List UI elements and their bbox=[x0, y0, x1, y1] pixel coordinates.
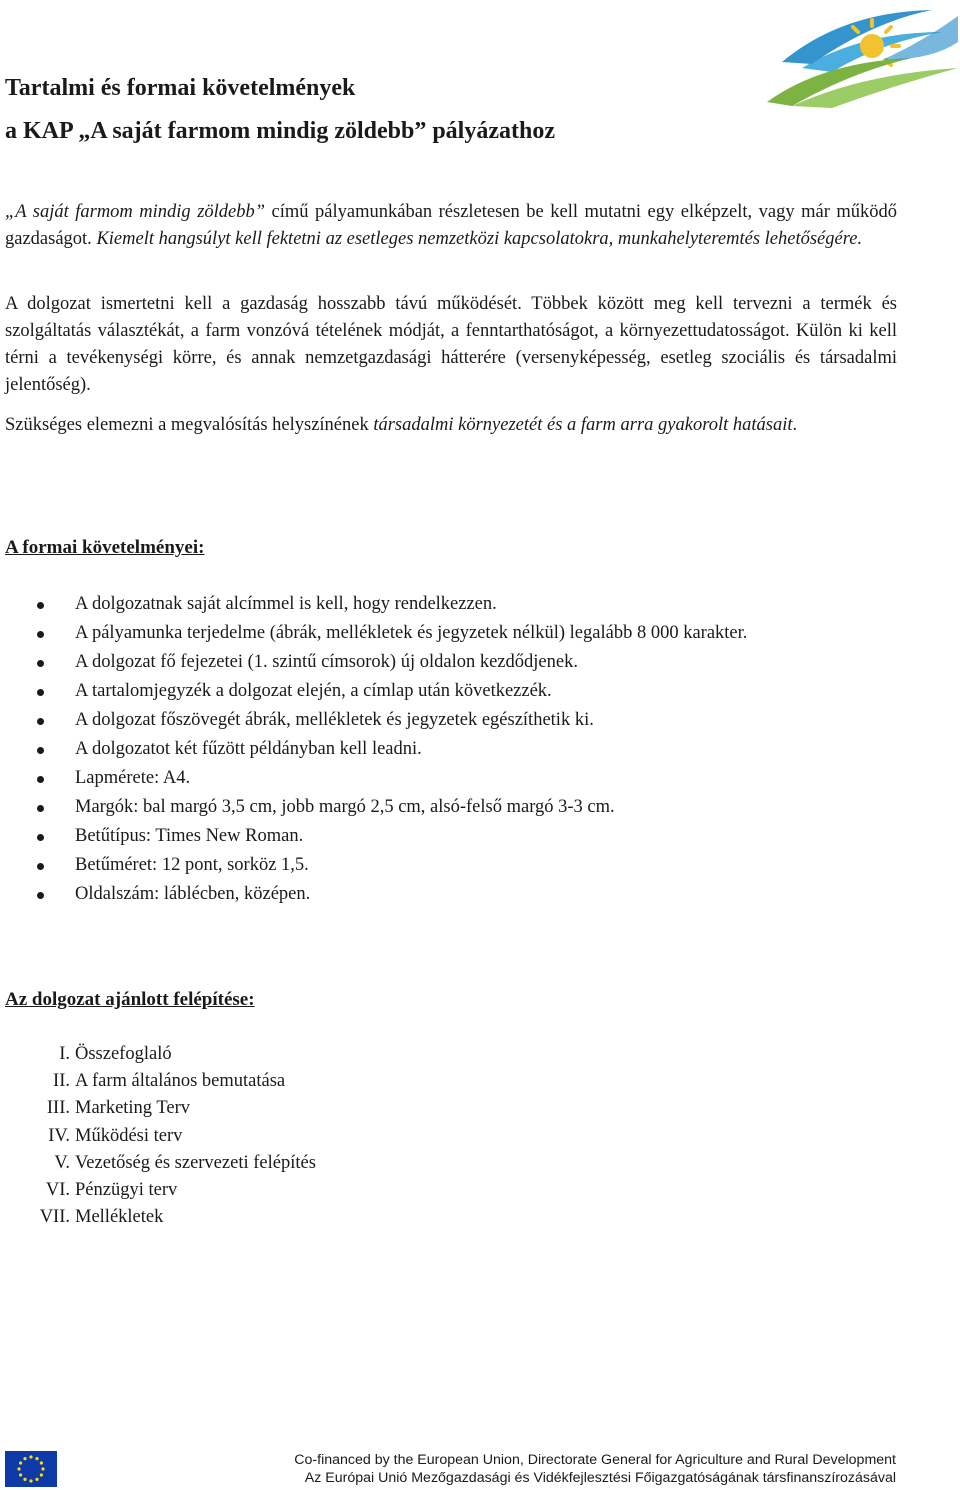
list-item-text: Vezetőség és szervezeti felépítés bbox=[75, 1152, 316, 1173]
intro-emphasis-3: társadalmi környezetét és a farm arra gyakorolt hatásait bbox=[373, 415, 793, 435]
bullet-icon bbox=[37, 776, 44, 783]
list-item-text: Betűméret: 12 pont, sorköz 1,5. bbox=[75, 855, 309, 875]
list-item-text: Működési terv bbox=[75, 1125, 183, 1146]
list-item bbox=[0, 851, 900, 880]
list-item bbox=[0, 1123, 600, 1150]
competition-name: „A saját farmom mindig zöldebb” bbox=[5, 202, 266, 222]
list-item bbox=[0, 677, 900, 706]
list-item bbox=[0, 1204, 600, 1231]
formal-requirements-list bbox=[0, 590, 900, 909]
list-item-text: Pénzügyi terv bbox=[75, 1180, 178, 1201]
list-item bbox=[0, 1068, 600, 1095]
list-item-text: Marketing Terv bbox=[75, 1098, 190, 1119]
intro-text-3-end: . bbox=[792, 415, 798, 435]
footer-line-hungarian: Az Európai Unió Mezőgazdasági és Vidékfejlesztési Főigazgatóságának társfinanszírozásával bbox=[304, 1470, 896, 1486]
list-item-text: A dolgozat fő fejezetei (1. szintű címsorok) új oldalon kezdődjenek. bbox=[75, 652, 578, 672]
formal-requirements-heading: A formai követelményei: bbox=[5, 537, 205, 558]
list-item bbox=[0, 590, 900, 619]
bullet-icon bbox=[37, 805, 44, 812]
list-number: VI. bbox=[45, 1180, 70, 1201]
list-item bbox=[0, 793, 900, 822]
list-number: VII. bbox=[39, 1207, 70, 1228]
list-item-text: Összefoglaló bbox=[75, 1044, 172, 1064]
bullet-icon bbox=[37, 834, 44, 841]
bullet-icon bbox=[37, 747, 44, 754]
structure-list bbox=[0, 1041, 600, 1231]
bullet-icon bbox=[37, 631, 44, 638]
intro-paragraph-3 bbox=[5, 412, 897, 439]
footer-line-english: Co-financed by the European Union, Directorate General for Agriculture and Rural Development bbox=[294, 1452, 896, 1468]
list-item-text: A pályamunka terjedelme (ábrák, mellékletek és jegyzetek nélkül) legalább 8 000 karakter. bbox=[75, 623, 748, 643]
intro-paragraph-2: A dolgozat ismertetni kell a gazdaság hosszabb távú működését. Többek között meg kell tervezni a termék és szolgáltatás választékát, a farm vonzóvá tételének módját, a fenntarthatóságot, a környezettudatosságot. Külön ki kell térni a tevékenységi körre, és annak nemzetgazdasági hátterére (versenyképesség, esetleg szociális és társadalmi jelentőség). bbox=[5, 294, 897, 395]
list-number: III. bbox=[46, 1098, 70, 1119]
bullet-icon bbox=[37, 602, 44, 609]
list-item bbox=[0, 1041, 600, 1068]
list-item-text: A tartalomjegyzék a dolgozat elején, a címlap után következzék. bbox=[75, 681, 552, 701]
bullet-icon bbox=[37, 718, 44, 725]
list-item-text: Oldalszám: láblécben, középen. bbox=[75, 884, 311, 904]
footer bbox=[294, 1451, 896, 1487]
list-item-text: A dolgozat főszövegét ábrák, mellékletek és jegyzetek egészíthetik ki. bbox=[75, 710, 594, 730]
eu-flag-icon bbox=[5, 1451, 57, 1487]
farm-logo-icon bbox=[762, 2, 960, 110]
bullet-icon bbox=[37, 689, 44, 696]
list-number: II. bbox=[53, 1071, 70, 1092]
bullet-icon bbox=[37, 863, 44, 870]
list-item-text: Mellékletek bbox=[75, 1207, 164, 1228]
list-item bbox=[0, 619, 900, 648]
list-item-text: A farm általános bemutatása bbox=[75, 1071, 286, 1092]
document-subtitle: a KAP „A saját farmom mindig zöldebb” pályázathoz bbox=[5, 118, 555, 144]
intro-text-3: Szükséges elemezni a megvalósítás helyszínének bbox=[5, 415, 374, 435]
list-item bbox=[0, 648, 900, 677]
list-item-text: Lapmérete: A4. bbox=[75, 768, 191, 788]
list-item-text: A dolgozatot két fűzött példányban kell leadni. bbox=[75, 739, 422, 759]
bullet-icon bbox=[37, 660, 44, 667]
structure-heading: Az dolgozat ajánlott felépítése: bbox=[5, 989, 255, 1010]
list-number: I. bbox=[59, 1044, 70, 1064]
list-item bbox=[0, 822, 900, 851]
intro-emphasis: Kiemelt hangsúlyt kell fektetni az esetleges nemzetközi kapcsolatokra, munkahelyteremtés lehetőségére. bbox=[91, 229, 863, 249]
list-item bbox=[0, 1095, 600, 1122]
list-item-text: Betűtípus: Times New Roman. bbox=[75, 826, 304, 846]
list-item bbox=[0, 735, 900, 764]
list-item bbox=[0, 706, 900, 735]
list-item-text: A dolgozatnak saját alcímmel is kell, hogy rendelkezzen. bbox=[75, 594, 497, 614]
document-title: Tartalmi és formai követelmények bbox=[5, 75, 356, 101]
bullet-icon bbox=[37, 892, 44, 899]
list-item bbox=[0, 1177, 600, 1204]
list-item bbox=[0, 880, 900, 909]
list-number: V. bbox=[54, 1152, 70, 1173]
intro-paragraph-1 bbox=[5, 199, 897, 253]
list-number: IV. bbox=[48, 1125, 70, 1146]
list-item bbox=[0, 1150, 600, 1177]
intro-text-1: című pályamunkában részletesen be kell mutatni egy elképzelt, vagy már működő gazdaságot. bbox=[5, 202, 897, 249]
list-item bbox=[0, 764, 900, 793]
list-item-text: Margók: bal margó 3,5 cm, jobb margó 2,5 cm, alsó-felső margó 3-3 cm. bbox=[75, 797, 615, 817]
